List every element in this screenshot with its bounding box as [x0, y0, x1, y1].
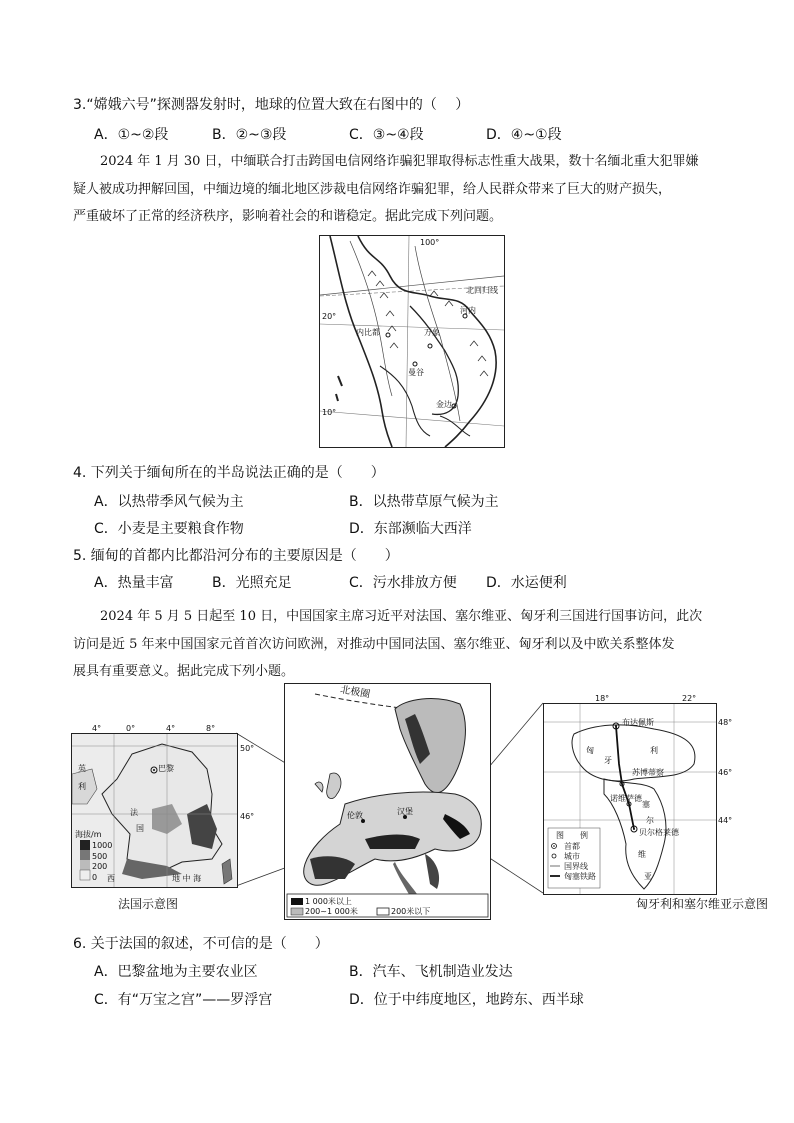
hs-lat-1: 48°	[718, 718, 733, 727]
passage1-line-1: 2024 年 1 月 30 日，中缅联合打击跨国电信网络诈骗犯罪取得标志性重大战果，数十名缅北重大犯罪嫌	[100, 154, 699, 169]
q6-stem: 6. 关于法国的叙述，不可信的是（ ）	[73, 936, 329, 952]
europe-map-drawing	[285, 684, 490, 919]
label-phnompenh: 金边	[436, 400, 452, 409]
label-10: 10°	[322, 408, 337, 417]
q4-stem: 4. 下列关于缅甸所在的半岛说法正确的是（ ）	[73, 465, 385, 481]
label-20: 20°	[322, 312, 337, 321]
hs-subotica-label: 苏博蒂察	[632, 768, 664, 777]
passage1-line-3: 严重破坏了正常的经济秩序，影响着社会的和谐稳定。据此完成下列问题。	[73, 209, 503, 224]
europe-london-label: 伦敦	[347, 811, 363, 820]
europe-map	[284, 683, 491, 920]
hs-ya-label: 牙	[604, 756, 612, 765]
q6-option-b: B．汽车、飞机制造业发达	[349, 964, 513, 980]
label-tropic: 北回归线	[466, 286, 498, 295]
hs-novisad-label: 诺维萨德	[610, 794, 642, 803]
hs-lat-3: 44°	[718, 816, 733, 825]
hs-budapest-label: 布达佩斯	[622, 718, 654, 727]
france-lat-1: 50°	[240, 744, 255, 753]
europe-hanburg-label: 汉堡	[397, 807, 413, 816]
hs-legend-railway: 匈塞铁路	[564, 872, 596, 881]
france-legend-1000: 1000	[92, 841, 113, 850]
q4-option-b: B．以热带草原气候为主	[349, 494, 499, 510]
q5-stem: 5. 缅甸的首都内比都沿河分布的主要原因是（ ）	[73, 548, 399, 564]
q3-option-a: A．①~②段	[94, 127, 169, 143]
label-100: 100°	[420, 238, 440, 247]
hs-legend-border: 国界线	[564, 862, 588, 871]
hs-belgrade-label: 贝尔格莱德	[639, 828, 679, 837]
label-bangkok: 曼谷	[408, 368, 424, 377]
europe-legend-200-1000: 200~1 000米	[305, 907, 358, 916]
q5-option-d: D．水运便利	[486, 575, 567, 591]
hs-sai-label: 塞	[642, 800, 650, 809]
france-lat-2: 46°	[240, 812, 255, 821]
hungary-serbia-map	[543, 703, 717, 895]
q5-option-b: B．光照充足	[212, 575, 292, 591]
france-lon-1: 4°	[92, 724, 102, 733]
hs-legend-capital: 首都	[564, 842, 580, 851]
france-fa-label: 法	[130, 808, 138, 817]
label-hanoi: 河内	[460, 306, 476, 315]
france-ying-label: 英	[78, 764, 86, 773]
france-legend-title: 海拔/m	[75, 830, 102, 839]
europe-arctic-label: 北极圈	[339, 684, 371, 701]
france-legend-200: 200	[92, 862, 108, 871]
france-lon-2: 0°	[126, 724, 136, 733]
france-lon-4: 8°	[206, 724, 216, 733]
europe-legend-200: 200米以下	[391, 907, 431, 916]
france-lon-3: 4°	[166, 724, 176, 733]
q4-option-c: C．小麦是主要粮食作物	[94, 521, 244, 537]
hs-er-label: 尔	[646, 816, 654, 825]
q6-option-d: D．位于中纬度地区，地跨东、西半球	[349, 992, 584, 1008]
france-paris-label: 巴黎	[158, 764, 174, 773]
passage2-line-1: 2024 年 5 月 5 日起至 10 日，中国国家主席习近平对法国、塞尔维亚、匈牙利三国进行国事访问，此次	[100, 609, 703, 624]
europe-legend-1000: 1 000米以上	[305, 897, 352, 906]
france-xi-label: 西	[107, 874, 115, 883]
passage1-line-2: 疑人被成功押解回国，中缅边境的缅北地区涉裁电信网络诈骗犯罪，给人民群众带来了巨大的财产损失，	[73, 182, 672, 197]
label-naypyidaw: 内比都	[356, 328, 380, 337]
hs-li-label: 利	[650, 746, 658, 755]
france-map-caption: 法国示意图	[118, 897, 179, 911]
q4-option-d: D．东部濒临大西洋	[349, 521, 472, 537]
hs-xiong-label: 匈	[586, 746, 594, 755]
q5-option-a: A．热量丰富	[94, 575, 174, 591]
q3-option-b: B．②~③段	[212, 127, 287, 143]
france-legend-0: 0	[92, 873, 98, 882]
q6-option-a: A．巴黎盆地为主要农业区	[94, 964, 258, 980]
q3-option-d: D．④~①段	[486, 127, 562, 143]
q4-option-a: A．以热带季风气候为主	[94, 494, 244, 510]
passage2-line-3: 展具有重要意义。据此完成下列小题。	[73, 664, 295, 679]
hs-wei-label: 维	[638, 850, 646, 859]
france-sea-label: 地 中 海	[172, 874, 202, 883]
hs-map-caption: 匈牙利和塞尔维亚示意图	[636, 897, 769, 911]
hs-legend-city: 城市	[564, 852, 580, 861]
france-legend-500: 500	[92, 852, 108, 861]
label-vientiane: 万象	[424, 328, 440, 337]
hs-lon-1: 18°	[595, 694, 610, 703]
hs-lat-2: 46°	[718, 768, 733, 777]
hs-legend-title: 图 例	[556, 831, 588, 840]
passage2-line-2: 访问是近 5 年来中国国家元首首次访问欧洲，对推动中国同法国、塞尔维亚、匈牙利以及中欧关系整体发	[73, 637, 675, 652]
q6-option-c: C．有“万宝之宫”——罗浮宫	[94, 992, 273, 1008]
q3-option-c: C．③~④段	[349, 127, 424, 143]
france-li-label: 利	[78, 782, 86, 791]
hs-lon-2: 22°	[682, 694, 697, 703]
hs-ya2-label: 亚	[644, 872, 652, 881]
q5-option-c: C．污水排放方便	[349, 575, 457, 591]
q3-stem: 3.“嫦娥六号”探测器发射时，地球的位置大致在右图中的（ ）	[73, 97, 470, 113]
france-map	[71, 733, 238, 888]
france-guo-label: 国	[136, 824, 144, 833]
